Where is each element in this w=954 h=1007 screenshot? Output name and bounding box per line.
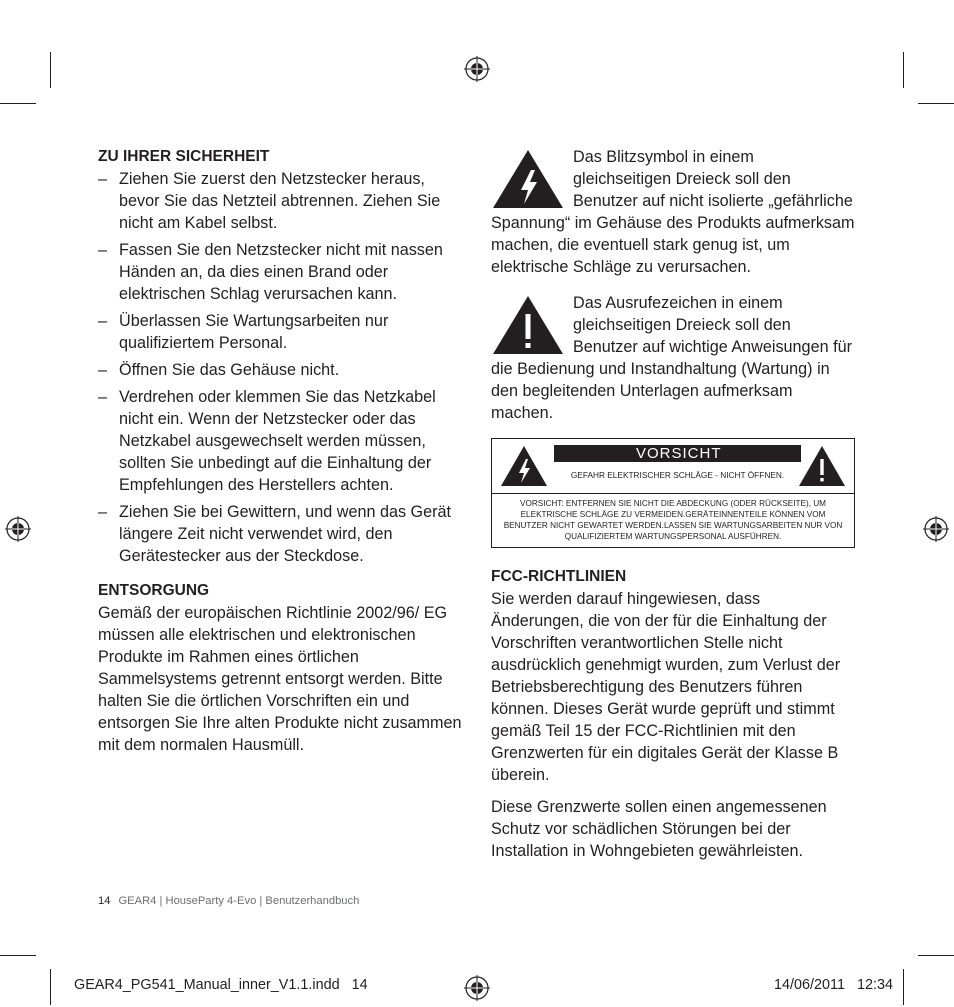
safety-item (98, 310, 468, 354)
safety-item-text: Ziehen Sie zuerst den Netzstecker heraus, bevor Sie das Netzteil abtrennen. Ziehen Sie nicht am Kabel selbst. (119, 170, 441, 232)
exclamation-warning (491, 292, 856, 424)
safety-item-text: Fassen Sie den Netzstecker nicht mit nassen Händen an, da dies einen Brand oder elektrischen Schlag verursachen kann. (119, 241, 443, 303)
bullet-dash: – (98, 503, 108, 521)
fcc-text-1: Sie werden darauf hingewiesen, dass Änderungen, die von der für die Einhaltung der Vorschriften verantwortlichen Stelle nicht ausdrücklich genehmigt wurden, zum Verlust der Betriebsberechtigung des Benutzers führen können. Dieses Gerät wurde geprüft und stimmt gemäß Teil 15 der FCC-Richtlinien mit den Grenzwerten für ein digitales Gerät der Klasse B überein. (491, 590, 841, 784)
footer-title: GEAR4 | HouseParty 4-Evo | Benutzerhandbuch (118, 895, 360, 907)
page-footer (98, 895, 359, 907)
crop-mark-top-right-h (918, 103, 954, 104)
page-number: 14 (98, 895, 111, 907)
lightning-text: Das Blitzsymbol in einem gleichseitigen Dreieck soll den Benutzer auf nicht isolierte „gefährliche Spannung“ im Gehäuse des Produkts aufmerksam machen, die eventuell stark genug ist, um elektrische Schläge zu verursachen. (491, 148, 855, 276)
safety-item (98, 168, 468, 234)
crop-mark-top-left-v (50, 52, 51, 88)
lightning-warning (491, 146, 856, 278)
safety-list (98, 168, 468, 567)
registration-mark-icon (464, 56, 490, 82)
safety-item (98, 359, 468, 381)
registration-mark-icon (5, 516, 31, 542)
fcc-heading: FCC-RICHTLINIEN (491, 568, 627, 585)
exclamation-triangle-icon (798, 445, 846, 487)
safety-item-text: Ziehen Sie bei Gewittern, und wenn das Gerät längere Zeit nicht verwendet wird, den Gerätestecker aus der Steckdose. (119, 503, 452, 565)
safety-item-text: Öffnen Sie das Gehäuse nicht. (119, 361, 340, 379)
bullet-dash: – (98, 361, 108, 379)
crop-mark-top-left-h (0, 103, 36, 104)
caution-box (491, 438, 855, 548)
registration-mark-icon (923, 516, 949, 542)
caution-title: VORSICHT (554, 445, 801, 462)
crop-mark-bottom-right-h (918, 955, 954, 956)
safety-heading: ZU IHRER SICHERHEIT (98, 148, 270, 165)
crop-mark-bottom-left-h (0, 955, 36, 956)
registration-mark-icon (464, 975, 490, 1001)
bullet-dash: – (98, 388, 108, 406)
caution-subtitle: GEFAHR ELEKTRISCHER SCHLÄGE - NICHT ÖFFNEN. (570, 470, 785, 480)
caution-box-header (492, 439, 854, 494)
bullet-dash: – (98, 241, 108, 259)
disposal-heading: ENTSORGUNG (98, 582, 210, 599)
safety-item (98, 501, 468, 567)
caution-text: VORSICHT: ENTFERNEN SIE NICHT DIE ABDECKUNG (ODER RÜCKSEITE), UM ELEKTRISCHE SCHLÄGE ZU VERMEIDEN.GERÄTEINNENTEILE KÖNNEN VOM BENUTZER NICHT GEWARTET WERDEN.LASSEN SIE WARTUNGSARBEITEN NUR VON QUALIFIZIERTEM WARTUNGSPERSONAL AUSFÜHREN. (503, 499, 843, 541)
right-column (491, 146, 856, 862)
crop-mark-bottom-right-v (903, 969, 904, 1005)
slug-filename: GEAR4_PG541_Manual_inner_V1.1.indd 14 (74, 977, 368, 993)
safety-item (98, 239, 468, 305)
left-column (98, 146, 468, 756)
bullet-dash: – (98, 170, 108, 188)
exclamation-text: Das Ausrufezeichen in einem gleichseitigen Dreieck soll den Benutzer auf wichtige Anweisungen für die Bedienung und Instandhaltung (Wartung) in den begleitenden Unterlagen aufmerksam machen. (491, 294, 852, 422)
lightning-triangle-icon (491, 148, 565, 210)
safety-item-text: Überlassen Sie Wartungsarbeiten nur qualifiziertem Personal. (119, 312, 389, 352)
crop-mark-bottom-left-v (50, 969, 51, 1005)
safety-item-text: Verdrehen oder klemmen Sie das Netzkabel nicht ein. Wenn der Netzstecker oder das Netzkabel ausgewechselt werden müssen, sollten Sie unbedingt auf die Einhaltung der Empfehlungen des Herstellers achten. (119, 388, 436, 494)
lightning-triangle-icon (500, 445, 548, 487)
fcc-text-2: Diese Grenzwerte sollen einen angemessenen Schutz vor schädlichen Störungen bei der Installation in Wohngebieten gewährleisten. (491, 798, 827, 860)
disposal-text: Gemäß der europäischen Richtlinie 2002/96/ EG müssen alle elektrischen und elektronischen Produkte im Rahmen eines örtlichen Sammelsystems getrennt entsorgt werden. Bitte halten Sie die örtlichen Vorschriften ein und entsorgen Sie Ihre alten Produkte nicht zusammen mit dem normalen Hausmüll. (98, 604, 462, 754)
crop-mark-top-right-v (903, 52, 904, 88)
slug-datetime: 14/06/2011 12:34 (774, 977, 893, 993)
bullet-dash: – (98, 312, 108, 330)
safety-item (98, 386, 468, 496)
exclamation-triangle-icon (491, 294, 565, 356)
